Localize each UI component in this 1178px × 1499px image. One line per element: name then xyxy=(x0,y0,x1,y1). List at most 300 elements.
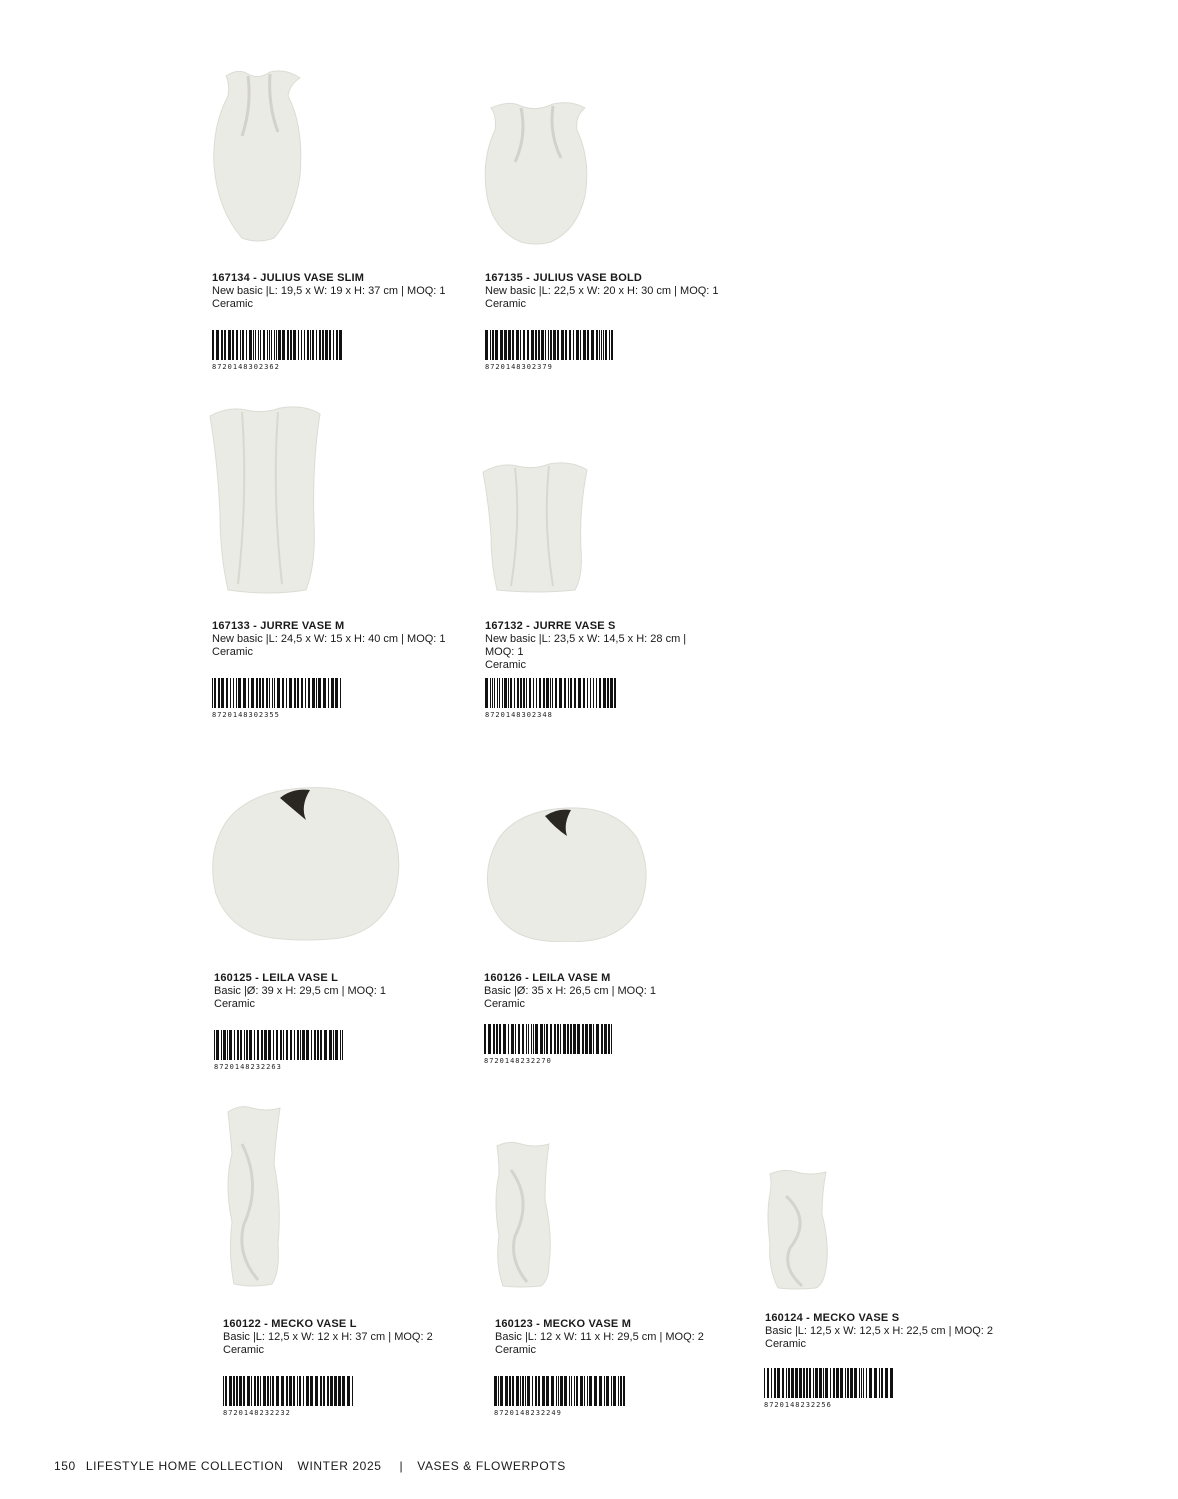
barcode-bar xyxy=(833,1368,835,1398)
barcode-bar xyxy=(499,1024,501,1054)
barcode-bar xyxy=(531,330,534,360)
product-material: Ceramic xyxy=(495,1344,536,1356)
barcode xyxy=(485,330,617,371)
barcode-bar xyxy=(317,1030,319,1060)
barcode-bar xyxy=(286,1376,288,1406)
barcode-bar xyxy=(546,678,549,708)
barcode-bar xyxy=(819,1368,822,1398)
barcode-bar xyxy=(591,330,594,360)
barcode-bar xyxy=(569,330,571,360)
barcode-bar xyxy=(322,330,324,360)
barcode-bar xyxy=(550,678,551,708)
barcode-bar xyxy=(516,330,519,360)
barcode-number: 8720148232263 xyxy=(214,1063,282,1071)
barcode-bar xyxy=(308,678,310,708)
barcode-bar xyxy=(312,330,314,360)
barcode-bar xyxy=(318,678,321,708)
barcode-bar xyxy=(276,1030,278,1060)
barcode-bar xyxy=(294,678,296,708)
barcode-bar xyxy=(500,330,503,360)
barcode-bar xyxy=(494,678,495,708)
barcode-bar xyxy=(589,1376,592,1406)
product-info: 160126 - LEILA VASE M Basic |Ø: 35 x H: 26,5 cm | MOQ: 1 Ceramic xyxy=(484,972,656,1010)
barcode-bar xyxy=(830,1368,831,1398)
barcode-bar xyxy=(234,1030,235,1060)
barcode-bar xyxy=(599,1376,602,1406)
barcode-bar xyxy=(320,1030,322,1060)
barcode-bar xyxy=(771,1368,772,1398)
barcode-number: 8720148232270 xyxy=(484,1057,552,1065)
mecko-l-vase-icon xyxy=(222,1104,286,1288)
barcode-bar xyxy=(564,1376,567,1406)
barcode-bar xyxy=(254,1376,256,1406)
barcode-bar xyxy=(236,330,238,360)
barcode-bar xyxy=(239,1376,242,1406)
barcode-bar xyxy=(223,1376,224,1406)
product-code: 160123 xyxy=(495,1318,533,1330)
barcode-bar xyxy=(557,1024,559,1054)
barcode-bar xyxy=(256,678,258,708)
barcode-bar xyxy=(610,678,613,708)
barcode-bar xyxy=(278,330,281,360)
barcode-bar xyxy=(267,1376,269,1406)
barcode-bar xyxy=(312,678,315,708)
barcode-bar xyxy=(823,1368,824,1398)
barcode-bar xyxy=(228,330,231,360)
barcode-bar xyxy=(890,1368,893,1398)
leila-l-vase-icon xyxy=(210,784,402,942)
barcode-bar xyxy=(299,1376,301,1406)
product-dimensions: New basic |L: 19,5 x W: 19 x H: 37 cm | MOQ: 1 xyxy=(212,285,446,297)
barcode-bar xyxy=(226,678,228,708)
barcode-bar xyxy=(542,1376,545,1406)
barcode-bar xyxy=(531,1024,532,1054)
barcode-bar xyxy=(584,1376,585,1406)
barcode-bar xyxy=(564,678,566,708)
barcode-number: 8720148232249 xyxy=(494,1409,562,1417)
section-name: VASES & FLOWERPOTS xyxy=(417,1459,566,1473)
barcode-bar xyxy=(582,1024,584,1054)
barcode-bar xyxy=(254,1030,255,1060)
barcode-bar xyxy=(590,678,591,708)
barcode-bar xyxy=(287,330,289,360)
barcode-bar xyxy=(221,678,224,708)
barcode-bar xyxy=(611,330,613,360)
barcode-bar xyxy=(314,1030,316,1060)
barcode xyxy=(212,678,344,719)
barcode-bar xyxy=(603,678,606,708)
barcode-bar xyxy=(246,330,247,360)
barcode-bar xyxy=(535,330,537,360)
barcode-bar xyxy=(879,1368,880,1398)
barcode-bar xyxy=(342,1030,343,1060)
product-code: 160122 xyxy=(223,1318,261,1330)
barcode-bar xyxy=(224,330,226,360)
barcode-bar xyxy=(791,1368,794,1398)
barcode-bar xyxy=(316,678,317,708)
barcode-bar xyxy=(248,678,249,708)
barcode-bar xyxy=(310,1376,313,1406)
barcode-bar xyxy=(764,1368,765,1398)
barcode-bar xyxy=(541,330,544,360)
barcode-bar xyxy=(585,1024,588,1054)
barcode-bar xyxy=(286,1030,288,1060)
barcode-bar xyxy=(533,678,534,708)
barcode-bar xyxy=(304,330,305,360)
barcode-bar xyxy=(255,330,256,360)
julius-bold-vase-icon xyxy=(481,100,591,245)
barcode-bar xyxy=(522,1376,524,1406)
barcode-bar xyxy=(505,1376,508,1406)
footer-separator: | xyxy=(399,1459,404,1473)
barcode-bar xyxy=(492,330,494,360)
barcode-bar xyxy=(589,1024,592,1054)
barcode-bar xyxy=(563,1024,566,1054)
barcode-bar xyxy=(558,1376,559,1406)
barcode-bar xyxy=(232,330,234,360)
barcode-bar xyxy=(523,678,525,708)
barcode-bar xyxy=(498,1376,499,1406)
product-name: LEILA VASE M xyxy=(532,972,611,984)
barcode-bar xyxy=(325,330,328,360)
barcode-bar xyxy=(251,1376,252,1406)
barcode-bar xyxy=(523,330,525,360)
barcode-bar xyxy=(338,1376,341,1406)
barcode-bar xyxy=(587,1376,588,1406)
barcode-bar xyxy=(283,1030,284,1060)
barcode-bar xyxy=(333,1030,334,1060)
barcode-bar xyxy=(320,1376,322,1406)
barcode-bar xyxy=(554,1024,556,1054)
barcode-bar xyxy=(510,678,512,708)
barcode-bar xyxy=(570,678,572,708)
barcode-bar xyxy=(303,1376,304,1406)
barcode-number: 8720148302362 xyxy=(212,363,280,371)
barcode-bar xyxy=(243,1376,245,1406)
barcode-bar xyxy=(269,678,270,708)
mecko-s-vase-icon xyxy=(766,1168,830,1290)
barcode-bar xyxy=(347,1376,350,1406)
barcode-bar xyxy=(270,1376,271,1406)
barcode-bar xyxy=(514,678,515,708)
barcode-bar xyxy=(336,330,338,360)
product-material: Ceramic xyxy=(212,298,253,310)
barcode-bar xyxy=(594,1376,597,1406)
barcode-bar xyxy=(485,330,488,360)
barcode-bar xyxy=(508,330,511,360)
barcode-bar xyxy=(574,678,576,708)
barcode-bar xyxy=(583,330,586,360)
barcode-bar xyxy=(221,1030,222,1060)
barcode-bar xyxy=(293,1376,295,1406)
barcode-bar xyxy=(274,330,275,360)
barcode-bar xyxy=(543,678,545,708)
barcode-bar xyxy=(280,1030,282,1060)
barcode-bar xyxy=(281,1376,284,1406)
barcode-bar xyxy=(290,1030,292,1060)
barcode-bar xyxy=(330,1376,333,1406)
barcode-bar xyxy=(263,1376,266,1406)
barcode-bar xyxy=(503,1024,506,1054)
barcode-bar xyxy=(306,1030,309,1060)
barcode-bar xyxy=(264,1030,267,1060)
barcode-bar xyxy=(611,1376,612,1406)
barcode-bar xyxy=(608,1024,610,1054)
barcode-bar xyxy=(251,678,254,708)
barcode-bar xyxy=(216,1030,219,1060)
product-name: JURRE VASE M xyxy=(260,620,345,632)
product-material: Ceramic xyxy=(484,998,525,1010)
barcode xyxy=(494,1376,626,1417)
barcode-bar xyxy=(550,330,552,360)
barcode-bar xyxy=(329,1030,332,1060)
barcode-number: 8720148302355 xyxy=(212,711,280,719)
barcode-bar xyxy=(573,330,574,360)
barcode-bar xyxy=(574,1376,575,1406)
barcode-bar xyxy=(825,1368,828,1398)
barcode-bar xyxy=(340,678,341,708)
barcode-bar xyxy=(301,678,303,708)
barcode-bar xyxy=(272,678,273,708)
barcode-bar xyxy=(836,1368,839,1398)
barcode-bar xyxy=(488,1024,491,1054)
product-dimensions: New basic |L: 22,5 x W: 20 x H: 30 cm | MOQ: 1 xyxy=(485,285,719,297)
barcode-bar xyxy=(221,330,223,360)
barcode-bar xyxy=(599,330,600,360)
barcode-bar xyxy=(319,330,321,360)
barcode-bar xyxy=(290,330,292,360)
barcode-bar xyxy=(508,678,509,708)
barcode-bar xyxy=(492,678,493,708)
barcode-bar xyxy=(311,1030,312,1060)
barcode-bar xyxy=(310,330,311,360)
barcode-bar xyxy=(297,678,299,708)
barcode-bar xyxy=(244,1030,245,1060)
barcode-bar xyxy=(259,678,261,708)
barcode-bar xyxy=(560,1376,563,1406)
barcode-bar xyxy=(777,1368,780,1398)
barcode-bar xyxy=(854,1368,857,1398)
barcode-bar xyxy=(520,678,522,708)
julius-slim-vase-icon xyxy=(208,66,308,246)
product-name: JULIUS VASE SLIM xyxy=(260,272,365,284)
barcode-bar xyxy=(327,1376,329,1406)
product-material: Ceramic xyxy=(485,298,526,310)
barcode-bar xyxy=(240,1030,242,1060)
barcode-bar xyxy=(218,678,220,708)
barcode-bar xyxy=(212,678,213,708)
barcode-bar xyxy=(269,330,270,360)
barcode xyxy=(223,1376,355,1417)
barcode-bar xyxy=(249,330,252,360)
barcode-bar xyxy=(502,678,503,708)
product-code: 160124 xyxy=(765,1312,803,1324)
barcode-bar xyxy=(298,330,299,360)
barcode-bar xyxy=(532,1376,533,1406)
barcode-bar xyxy=(297,1376,298,1406)
barcode-bar xyxy=(614,678,616,708)
barcode-bar xyxy=(526,678,527,708)
barcode-bar xyxy=(517,678,519,708)
product-name: MECKO VASE M xyxy=(543,1318,632,1330)
barcode-bar xyxy=(274,678,275,708)
barcode-bar xyxy=(246,1030,248,1060)
barcode-bar xyxy=(499,678,500,708)
barcode-bar xyxy=(227,1030,228,1060)
barcode-bar xyxy=(601,1024,603,1054)
season-label: WINTER 2025 xyxy=(297,1459,382,1473)
barcode-bar xyxy=(261,1030,263,1060)
barcode-bar xyxy=(276,1376,279,1406)
barcode-bar xyxy=(806,1368,808,1398)
barcode-bar xyxy=(243,678,246,708)
barcode-bar xyxy=(328,678,329,708)
barcode-bar xyxy=(518,1024,520,1054)
barcode-bar xyxy=(861,1368,862,1398)
barcode-bar xyxy=(230,678,231,708)
product-info: 167134 - JULIUS VASE SLIM New basic |L: 19,5 x W: 19 x H: 37 cm | MOQ: 1 Ceramic xyxy=(212,272,446,310)
barcode-bar xyxy=(329,330,331,360)
barcode-number: 8720148302379 xyxy=(485,363,553,371)
product-code: 167135 xyxy=(485,272,523,284)
product-name: LEILA VASE L xyxy=(262,972,339,984)
barcode-number: 8720148232232 xyxy=(223,1409,291,1417)
barcode-bar xyxy=(546,1024,548,1054)
barcode-bar xyxy=(520,330,521,360)
product-info: 167132 - JURRE VASE S New basic |L: 23,5 x W: 14,5 x H: 28 cm | MOQ: 1 Ceramic xyxy=(485,620,687,671)
barcode-bar xyxy=(229,1376,232,1406)
barcode-bar xyxy=(548,330,549,360)
barcode-bar xyxy=(236,1376,238,1406)
barcode-bar xyxy=(544,1024,545,1054)
barcode-bar xyxy=(552,678,553,708)
barcode-bar xyxy=(601,330,602,360)
barcode-bar xyxy=(578,678,581,708)
barcode-bar xyxy=(803,1368,805,1398)
barcode-bar xyxy=(324,1030,327,1060)
barcode xyxy=(212,330,344,371)
barcode-bar xyxy=(339,330,342,360)
barcode-bar xyxy=(340,1030,341,1060)
collection-name: LIFESTYLE HOME COLLECTION xyxy=(85,1459,284,1473)
product-dimensions: Basic |L: 12 x W: 11 x H: 29,5 cm | MOQ: 2 xyxy=(495,1331,704,1343)
barcode-bar xyxy=(583,678,585,708)
barcode-bar xyxy=(260,1376,261,1406)
barcode-bar xyxy=(323,678,326,708)
product-code: 160126 xyxy=(484,972,522,984)
barcode-bar xyxy=(233,1376,235,1406)
barcode-bar xyxy=(795,1368,798,1398)
barcode-bar xyxy=(268,1030,271,1060)
product-dimensions: Basic |Ø: 39 x H: 29,5 cm | MOQ: 1 xyxy=(214,985,386,997)
barcode-bar xyxy=(555,678,557,708)
barcode-bar xyxy=(508,1024,509,1054)
barcode-bar xyxy=(539,678,541,708)
barcode-bar xyxy=(212,330,214,360)
product-material: Ceramic xyxy=(214,998,255,1010)
barcode-bar xyxy=(571,1376,572,1406)
barcode-bar xyxy=(233,678,234,708)
barcode-bar xyxy=(526,1024,527,1054)
barcode-bar xyxy=(289,1376,292,1406)
barcode-bar xyxy=(593,1024,594,1054)
barcode-bar xyxy=(560,1024,561,1054)
product-code: 167134 xyxy=(212,272,250,284)
barcode-bar xyxy=(302,1030,305,1060)
barcode-bar xyxy=(267,330,268,360)
barcode-bar xyxy=(512,1376,514,1406)
barcode-bar xyxy=(570,1024,572,1054)
barcode-bar xyxy=(593,678,594,708)
barcode-bar xyxy=(485,678,488,708)
barcode-bar xyxy=(323,1376,325,1406)
barcode-bar xyxy=(229,1030,232,1060)
barcode-bar xyxy=(225,1376,227,1406)
barcode-bar xyxy=(546,1376,549,1406)
barcode-bar xyxy=(306,1376,309,1406)
product-dimensions: Basic |L: 12,5 x W: 12 x H: 37 cm | MOQ: 2 xyxy=(223,1331,433,1343)
barcode-bar xyxy=(277,678,280,708)
barcode-bar xyxy=(216,330,219,360)
barcode-bar xyxy=(623,1376,625,1406)
barcode-bar xyxy=(788,1368,790,1398)
barcode-bar xyxy=(809,1368,811,1398)
barcode-bar xyxy=(516,1376,519,1406)
barcode-bar xyxy=(249,1030,252,1060)
barcode-bar xyxy=(569,1376,570,1406)
barcode-bar xyxy=(495,330,498,360)
barcode-bar xyxy=(282,330,285,360)
product-info: 160124 - MECKO VASE S Basic |L: 12,5 x W: 12,5 x H: 22,5 cm | MOQ: 2 Ceramic xyxy=(765,1312,994,1350)
barcode-bar xyxy=(257,1376,259,1406)
product-dimensions: New basic |L: 24,5 x W: 15 x H: 40 cm | MOQ: 1 xyxy=(212,633,446,645)
barcode-bar xyxy=(504,330,507,360)
barcode-bar xyxy=(512,330,514,360)
barcode-bar xyxy=(613,1376,616,1406)
barcode-bar xyxy=(297,1030,299,1060)
barcode xyxy=(764,1368,896,1409)
barcode-bar xyxy=(551,1376,554,1406)
barcode-bar xyxy=(840,1368,843,1398)
barcode-bar xyxy=(866,1368,867,1398)
barcode-bar xyxy=(504,678,507,708)
barcode-bar xyxy=(525,1376,526,1406)
barcode-bar xyxy=(559,678,562,708)
barcode-bar xyxy=(276,330,277,360)
barcode xyxy=(485,678,617,719)
barcode-bar xyxy=(305,678,306,708)
barcode-bar xyxy=(561,330,564,360)
barcode-bar xyxy=(596,330,598,360)
barcode-bar xyxy=(596,678,597,708)
barcode-bar xyxy=(536,678,537,708)
barcode-bar xyxy=(271,330,272,360)
barcode-bar xyxy=(786,1368,787,1398)
barcode-bar xyxy=(342,1376,345,1406)
barcode-bar xyxy=(859,1368,860,1398)
barcode-bar xyxy=(538,330,540,360)
barcode-bar xyxy=(497,678,498,708)
barcode-bar xyxy=(293,330,296,360)
barcode-bar xyxy=(273,1030,274,1060)
barcode-bar xyxy=(511,1024,514,1054)
barcode-bar xyxy=(577,1024,580,1054)
barcode-bar xyxy=(580,330,581,360)
barcode-bar xyxy=(260,330,261,360)
barcode-bar xyxy=(334,1376,337,1406)
barcode-bar xyxy=(604,1376,605,1406)
product-name: MECKO VASE S xyxy=(813,1312,900,1324)
